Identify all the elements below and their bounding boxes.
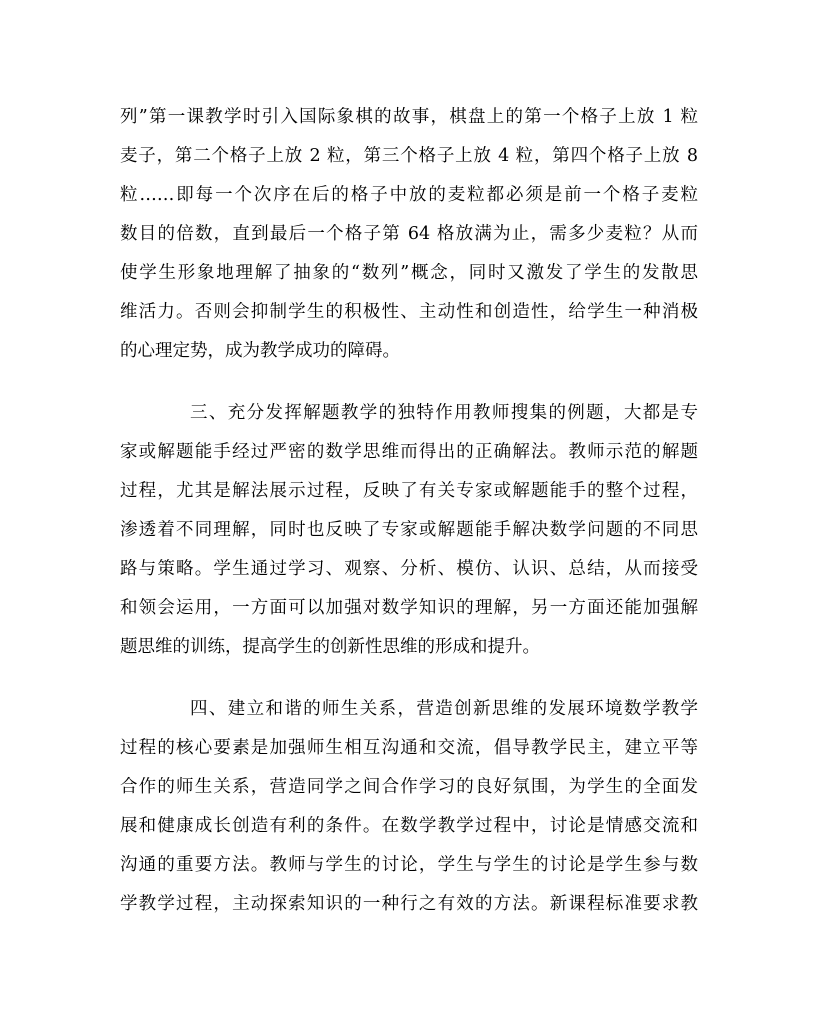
- paragraph-section-three: [120, 394, 698, 667]
- text-line: 维活力。否则会抑制学生的积极性、主动性和创造性，给学生一种消极: [120, 302, 698, 322]
- text-line: 路与策略。学生通过学习、观察、分析、模仿、认识、总结，从而接受: [120, 559, 698, 579]
- section-heading-line: 三、充分发挥解题教学的独特作用教师搜集的例题，大都是专: [190, 403, 698, 423]
- section-heading-line: 四、建立和谐的师生关系，营造创新思维的发展环境数学教学: [190, 699, 698, 719]
- text-line: 过程的核心要素是加强师生相互沟通和交流，倡导教学民主，建立平等: [120, 738, 698, 758]
- paragraph-section-four: [120, 690, 698, 924]
- paragraph-sequence-example: [120, 98, 698, 371]
- text-line: 粒……即每一个次序在后的格子中放的麦粒都必须是前一个格子麦粒: [120, 185, 698, 205]
- text-line: 和领会运用，一方面可以加强对数学知识的理解，另一方面还能加强解: [120, 598, 698, 618]
- text-line: 展和健康成长创造有利的条件。在数学教学过程中，讨论是情感交流和: [120, 816, 698, 836]
- text-line: 合作的师生关系，营造同学之间合作学习的良好氛围，为学生的全面发: [120, 777, 698, 797]
- text-line: 数目的倍数，直到最后一个格子第 64 格放满为止，需多少麦粒？从而: [120, 224, 698, 244]
- text-line: 麦子，第二个格子上放 2 粒，第三个格子上放 4 粒，第四个格子上放 8: [120, 146, 698, 166]
- text-line: 的心理定势，成为教学成功的障碍。: [120, 341, 400, 361]
- text-line: 渗透着不同理解，同时也反映了专家或解题能手解决数学问题的不同思: [120, 520, 698, 540]
- text-line: 过程，尤其是解法展示过程，反映了有关专家或解题能手的整个过程，: [120, 481, 698, 501]
- text-line: 使学生形象地理解了抽象的“数列”概念，同时又激发了学生的发散思: [120, 263, 698, 283]
- text-line: 家或解题能手经过严密的数学思维而得出的正确解法。教师示范的解题: [120, 442, 698, 462]
- text-line: 学教学过程，主动探索知识的一种行之有效的方法。新课程标准要求教: [120, 894, 698, 914]
- text-line: 沟通的重要方法。教师与学生的讨论，学生与学生的讨论是学生参与数: [120, 855, 698, 875]
- text-line: 题思维的训练，提高学生的创新性思维的形成和提升。: [120, 637, 540, 657]
- text-line: 列”第一课教学时引入国际象棋的故事，棋盘上的第一个格子上放 1 粒: [120, 107, 698, 127]
